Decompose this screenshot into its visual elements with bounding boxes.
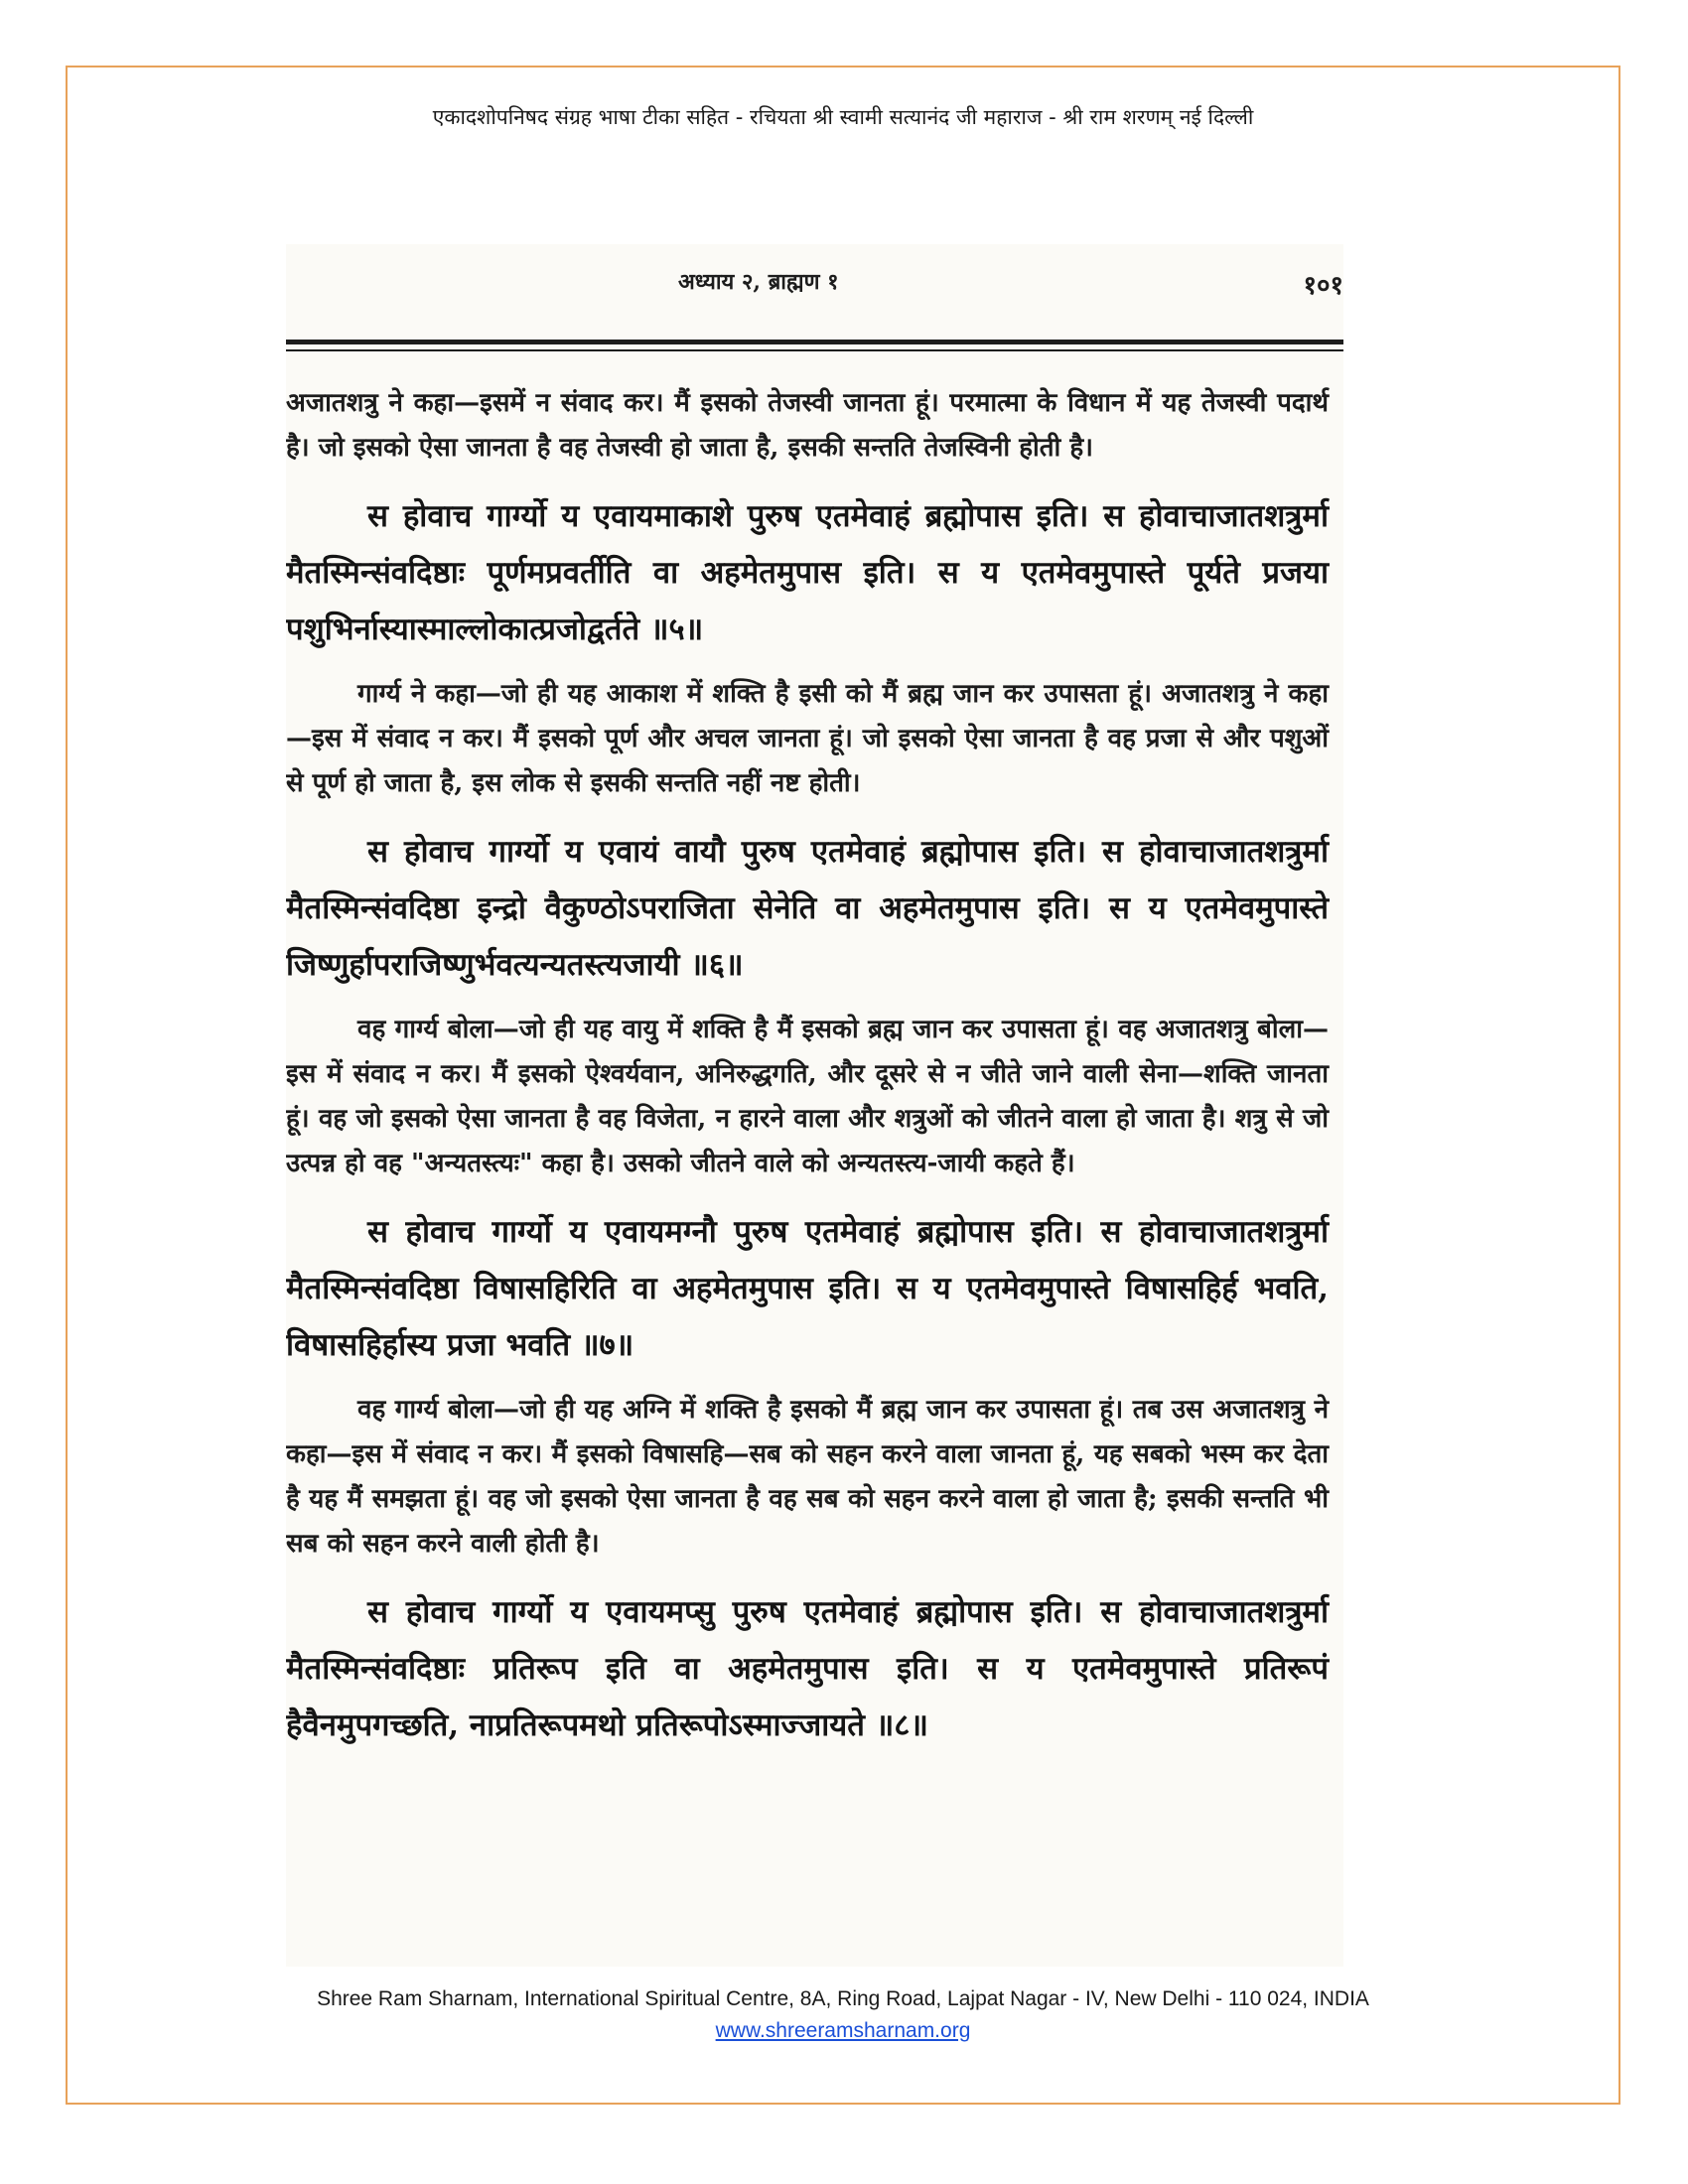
body-text <box>286 381 1329 1768</box>
website-link[interactable]: www.shreeramsharnam.org <box>715 2019 971 2042</box>
hindi-commentary: गार्ग्य ने कहा—जो ही यह आकाश में शक्ति है इसी को मैं ब्रह्म जान कर उपासता हूं। अजातशत्रु ने कहा—इस में संवाद न कर। मैं इसको पूर्ण और अचल जानता हूं। जो इसको ऐसा जानता है वह प्रजा से और पशुओं से पूर्ण हो जाता है, इस लोक से इसकी सन्तति नहीं नष्ट होती। <box>286 679 1329 798</box>
scanned-page <box>286 244 1343 1967</box>
hindi-commentary: अजातशत्रु ने कहा—इसमें न संवाद कर। मैं इसको तेजस्वी जानता हूं। परमात्मा के विधान में यह तेजस्वी पदार्थ है। जो इसको ऐसा जानता है वह तेजस्वी हो जाता है, इसकी सन्तति तेजस्विनी होती है। <box>286 388 1329 463</box>
sanskrit-verse: स होवाच गार्ग्यो य एवायमप्सु पुरुष एतमेवाहं ब्रह्मोपास इति। स होवाचाजातशत्रुर्मा मैतस्मिन्संवदिष्ठाः प्रतिरूप इति वा अहमेतमुपास इति। स य एतमेवमुपास्ते प्रतिरूपं हैवैनमुपगच्छति, नाप्रतिरूपमथो प्रतिरूपोऽस्माज्जायते ॥८॥ <box>286 1594 1329 1743</box>
header-rule-thin <box>286 349 1343 351</box>
header-rule-thick <box>286 340 1343 344</box>
hindi-commentary: वह गार्ग्य बोला—जो ही यह वायु में शक्ति है मैं इसको ब्रह्म जान कर उपासता हूं। वह अजातशत्रु बोला—इस में संवाद न कर। मैं इसको ऐश्वर्यवान, अनिरुद्धगति, और दूसरे से न जीते जाने वाली सेना—शक्ति जानता हूं। वह जो इसको ऐसा जानता है वह विजेता, न हारने वाला और शत्रुओं को जीतने वाला हो जाता है। शत्रु से जो उत्पन्न हो वह "अन्यतस्त्यः" कहा है। उसको जीतने वाले को अन्यतस्त्य-जायी कहते हैं। <box>286 1015 1330 1178</box>
hindi-commentary: वह गार्ग्य बोला—जो ही यह अग्नि में शक्ति है इसको मैं ब्रह्म जान कर उपासता हूं। तब उस अजातशत्रु ने कहा—इस में संवाद न कर। मैं इसको विषासहि—सब को सहन करने वाला जानता हूं, यह सबको भस्म कर देता है यह मैं समझता हूं। वह जो इसको ऐसा जानता है वह सब को सहन करने वाला हो जाता है; इसकी सन्तति भी सब को सहन करने वाली होती है। <box>286 1395 1329 1559</box>
page-number: १०१ <box>1303 271 1343 301</box>
sanskrit-verse: स होवाच गार्ग्यो य एवायमग्नौ पुरुष एतमेवाहं ब्रह्मोपास इति। स होवाचाजातशत्रुर्मा मैतस्मिन्संवदिष्ठा विषासहिरिति वा अहमेतमुपास इति। स य एतमेवमुपास्ते विषासहिर्ह भवति, विषासहिर्हास्य प्रजा भवति ॥७॥ <box>286 1214 1329 1363</box>
sanskrit-verse: स होवाच गार्ग्यो य एवायं वायौ पुरुष एतमेवाहं ब्रह्मोपास इति। स होवाचाजातशत्रुर्मा मैतस्मिन्संवदिष्ठा इन्द्रो वैकुण्ठोऽपराजिता सेनेति वा अहमेतमुपास इति। स य एतमेवमुपास्ते जिष्णुर्हापराजिष्णुर्भवत्यन्यतस्त्यजायी ॥६॥ <box>286 834 1329 983</box>
running-head <box>286 266 1343 300</box>
sanskrit-verse: स होवाच गार्ग्यो य एवायमाकाशे पुरुष एतमेवाहं ब्रह्मोपास इति। स होवाचाजातशत्रुर्मा मैतस्मिन्संवदिष्ठाः पूर्णमप्रवर्तीति वा अहमेतमुपास इति। स य एतमेवमुपास्ते पूर्यते प्रजया पशुभिर्नास्यास्माल्लोकात्प्रजोद्वर्तते ॥५॥ <box>286 498 1329 647</box>
document-footer <box>66 1987 1620 2043</box>
chapter-heading: अध्याय २, ब्राह्मण १ <box>678 269 839 295</box>
document-header: एकादशोपनिषद संग्रह भाषा टीका सहित - रचियता श्री स्वामी सत्यानंद जी महाराज - श्री राम शरणम् नई दिल्ली <box>432 105 1254 129</box>
footer-address: Shree Ram Sharnam, International Spiritual Centre, 8A, Ring Road, Lajpat Nagar - IV, New Delhi - 110 024, INDIA <box>317 1987 1369 2010</box>
